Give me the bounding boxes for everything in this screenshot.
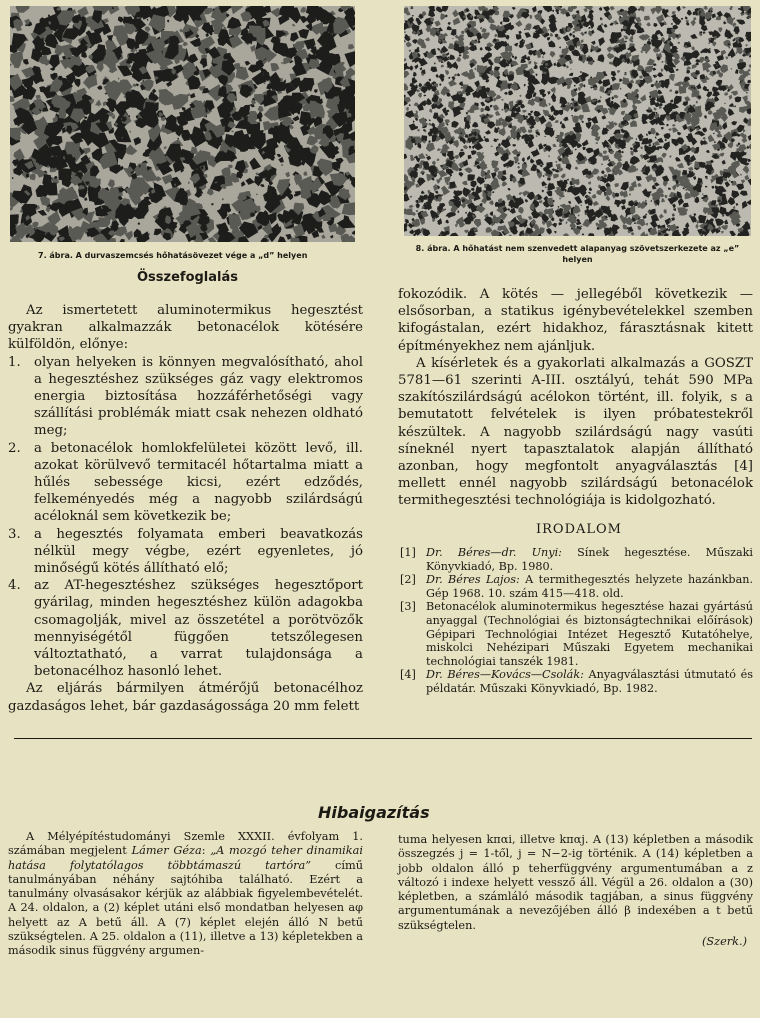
list-item: 2. a betonacélok homlokfelületei között levő, ill. azokat körülvevő termitacél hőtartalma miatt a hűlés sebessége kicsi, ezért edződés, felkeményedés még a nagyobb szilárdságú acéloknál sem következik be;: [8, 440, 363, 525]
references-title: IRODALOM: [536, 522, 622, 537]
errata-left-column: A Mélyépítéstudományi Szemle XXXII. évfolyam 1. számában megjelent Lámer Géza: „A mozgó teher dinamikai hatása folytatólagos többtámaszú tartóra” című tanulmányában néhány sajtóhiba található. Ezért a tanulmány olvasásakor kérjük az alábbiak figyelembevételét. A 24. oldalon, a (2) képlet utáni első mondatban helyesen aφ helyett az A betű áll. A (7) képlet elején álló N betű szükségtelen. A 25. oldalon a (11), illetve a 13) képletekben a második sinus függvény argumen-: [8, 830, 363, 958]
summary-closing: Az eljárás bármilyen átmérőjű betonacélhoz gazdaságos lehet, bár gazdaságossága 20 mm felett: [8, 681, 363, 714]
references-list: [400, 546, 753, 696]
figure-8-caption: 8. ábra. A hőhatást nem szenvedett alapanyag szövetszerkezete az „e” helyen: [415, 244, 740, 264]
figure-7-micrograph: [10, 6, 355, 242]
list-item: 1. olyan helyeken is könnyen megvalósítható, ahol a hegesztéshez szükséges gáz vagy elektromos energia biztosítása hozzáférhetőségi vagy szállítási problémák miatt csak nehezen oldható meg;: [8, 354, 363, 439]
figure-7-caption: 7. ábra. A durvaszemcsés hőhatásövezet vége a „d” helyen: [38, 251, 308, 260]
figure-8-micrograph: [404, 6, 751, 236]
right-para-1: fokozódik. A kötés — jellegéből következik — elsősorban, a statikus igénybevételekkel szemben kifogástalan, ezért hidakhoz, fárasztásnak kitett építményekhez nem ajánljuk.: [398, 287, 753, 354]
summary-intro: Az ismertetett aluminotermikus hegesztést gyakran alkalmazzák betonacélok kötésére külföldön, előnye:: [8, 303, 363, 353]
reference-item: [3] Betonacélok aluminotermikus hegesztése hazai gyártású anyaggal (Technológiai és biztonságtechnikai előírások) Gépipari Technológiai Intézet Hegesztő Kutatóhelye, miskolci Nehézipari Műszaki Egyetem mechanikai technológiai tanszék 1981.: [400, 600, 753, 668]
reference-item: [1] Dr. Béres—dr. Unyi: Sínek hegesztése. Műszaki Könyvkiadó, Bp. 1980.: [400, 546, 753, 573]
summary-column: [8, 302, 363, 715]
list-item: 4. az AT-hegesztéshez szükséges hegesztőport gyárilag, minden hegesztéshez külön adagokba csomagolják, mivel az összetétel a porötvözők mennyiségétől függően tetszőlegesen változtatható, a varrat tulajdonsága a betonacélhoz hasonló lehet.: [8, 578, 363, 680]
errata-signature: (Szerk.): [702, 935, 748, 948]
reference-item: [4] Dr. Béres—Kovács—Csolák: Anyagválasztási útmutató és példatár. Műszaki Könyvkiadó, Bp. 1982.: [400, 668, 753, 695]
right-para-2: A kísérletek és a gyakorlati alkalmazás a GOSZT 5781—61 szerinti A-III. osztályú, tehát 590 MPa szakítószilárdságú acélokon történt, ill. folyik, s a bemutatott felvételek is ilyen próbatestekről készültek. A nagyobb szilárdságú nagy vasúti síneknél nyert tapasztalatok alapján állítható azonban, hogy megfontolt anyagválasztás [4] mellett ennél nagyobb szilárdságú betonacélok termithegesztési technológiája is kidolgozható.: [398, 355, 753, 509]
errata-right-column: tuma helyesen kπαi, illetve kπαj. A (13) képletben a második összegzés j = 1-től, j = N−2-ig történik. A (14) képletben a jobb oldalon álló p teherfüggvény argumentumában a z változó i indexe helyett vessző áll. Végül a 26. oldalon a (30) képletben, a számláló második tagjában, a sinus függvény argumentumának a nevezőjében álló β indexében a t betű szükségtelen.: [398, 833, 753, 932]
errata-title: Hibaigazítás: [318, 803, 430, 822]
reference-item: [2] Dr. Béres Lajos: A termithegesztés helyzete hazánkban. Gép 1968. 10. szám 415—418. old.: [400, 573, 753, 600]
right-column: [398, 286, 753, 510]
errata-author: Lámer Géza: [131, 844, 202, 858]
section-divider: [14, 738, 752, 739]
advantages-list: [8, 354, 363, 681]
errata-article-title: „A mozgó teher dinamikai hatása folytatólagos többtámaszú tartóra”: [8, 844, 363, 872]
summary-heading: Összefoglalás: [137, 270, 238, 285]
list-item: 3. a hegesztés folyamata emberi beavatkozás nélkül megy végbe, ezért egyenletes, jó minőségű kötés állítható elő;: [8, 526, 363, 577]
